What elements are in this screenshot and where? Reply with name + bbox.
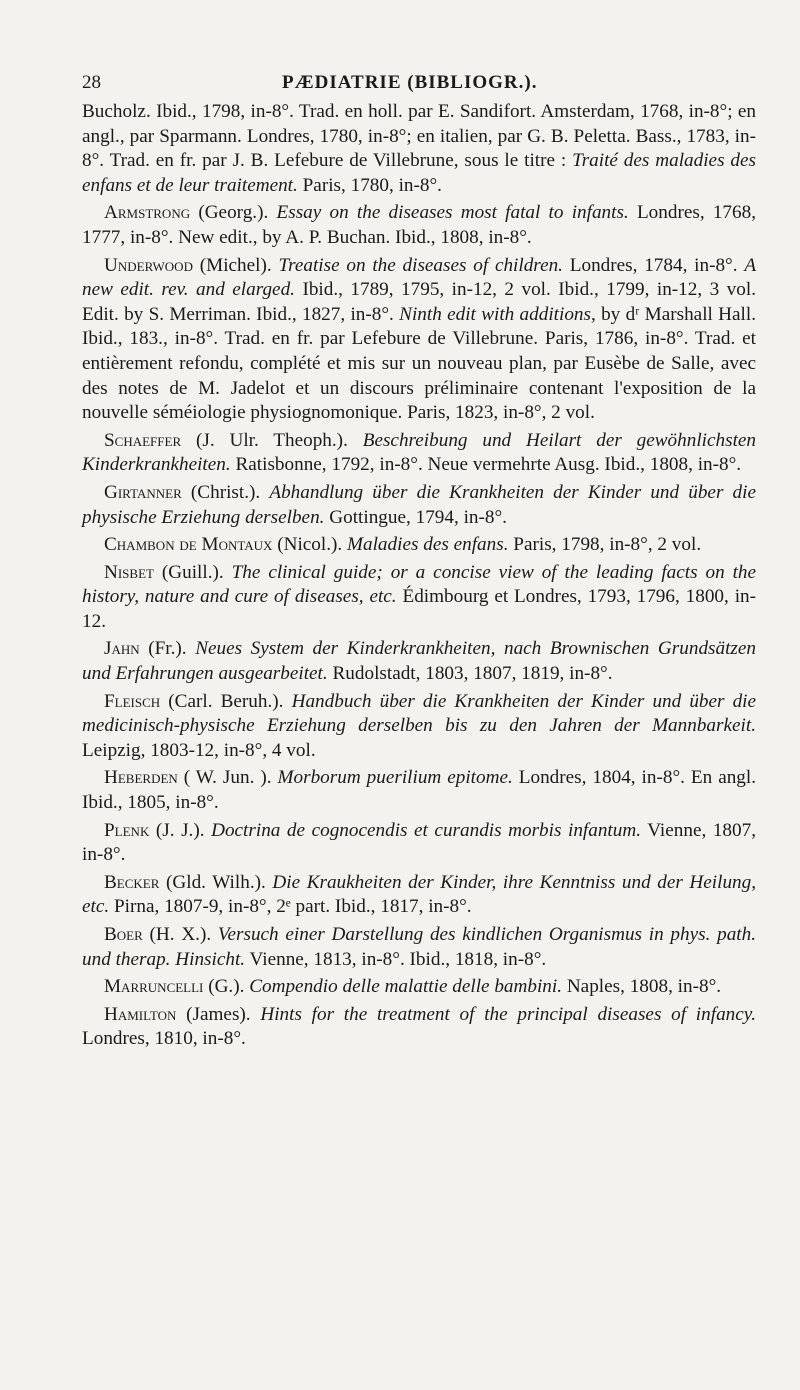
bibliography-entry (82, 254, 756, 426)
entry-text: Ibid., 1789, 1795, in-12, 2 vol. Ibid., 1799, in-12, 3 vol. Edit. by S. Merriman. Ibid., 1827, in-8°. (82, 279, 756, 325)
entry-title: Abhandlung über die Krankheiten der Kinder und über die physische Erziehung derselben. (82, 481, 756, 528)
bibliography-entry (82, 481, 756, 530)
entry-author-name: (H. X.). (149, 924, 212, 945)
entry-text: Vienne, 1807, in-8°. (82, 819, 756, 866)
entry-author-name: (Guill.). (161, 561, 224, 583)
entry-title: Essay on the diseases most fatal to infants. (276, 202, 629, 224)
entry-text: Édimbourg et Londres, 1793, 1796, 1800, in-12. (82, 586, 757, 632)
entry-author-name: (Nicol.). (277, 534, 343, 556)
entry-author-name: ( W. Jun. ). (183, 767, 272, 789)
entry-author: Nisbet (104, 561, 154, 583)
entry-title: Compendio delle malattie delle bambini. (249, 976, 563, 998)
entry-author: Heberden (104, 767, 178, 789)
entry-title: Traité des maladies des enfans et de leur traitement. (82, 150, 756, 196)
bibliography-entry (82, 201, 756, 250)
entry-author-name: (J. Ulr. Theoph.). (195, 429, 348, 451)
entry-text: Londres, 1768, 1777, in-8°. New edit., by A. P. Buchan. Ibid., 1808, in-8°. (82, 202, 757, 248)
bibliography-entry (82, 923, 756, 972)
entry-author-name: (G.). (208, 976, 245, 998)
entry-title: Die Kraukheiten der Kinder, ihre Kenntniss und der Heilung, etc. (82, 871, 757, 918)
entry-title: Hints for the treatment of the principal diseases of infancy. (260, 1003, 757, 1025)
page-header (82, 72, 756, 100)
entry-title: Treatise on the diseases of children. (278, 254, 563, 276)
running-title: PÆDIATRIE (BIBLIOGR.). (282, 72, 538, 93)
entry-author-name: (Christ.). (190, 481, 261, 503)
entry-author: Becker (104, 871, 160, 893)
entry-author: Hamilton (104, 1003, 177, 1025)
entry-author: Armstrong (104, 202, 191, 224)
entry-title: The clinical guide; or a concise view of the leading facts on the history, nature and cure of diseases, etc. (82, 561, 757, 608)
entry-text: Paris, 1798, in-8°, 2 vol. (513, 534, 702, 556)
entry-author: Chambon de Montaux (104, 534, 273, 556)
entry-text: Leipzig, 1803-12, in-8°, 4 vol. (82, 739, 316, 761)
entry-title: Beschreibung und Heilart der gewöhnlichsten Kinderkrankheiten. (82, 429, 757, 476)
entry-title: Ninth edit with additions (399, 303, 591, 325)
entry-author: Boer (104, 924, 143, 945)
entry-author-name: (Gld. Wilh.). (166, 871, 266, 893)
bibliography-entry (82, 1003, 756, 1052)
entry-author: Plenk (104, 819, 150, 841)
bibliography-entry (82, 561, 756, 635)
bibliography-entry (82, 975, 756, 1000)
page-number: 28 (82, 72, 101, 93)
bibliography-entry (82, 819, 756, 868)
entry-text: , by dʳ Marshall Hall. Ibid., 183., in-8°. Trad. en fr. par Lefebure de Villebrune. Paris, 1786, in-8°. Trad. et entièrement refondu, complété et mis sur un nouveau plan, par Eusèbe de Salle, avec des notes de M. Jadelot et un discours préliminaire contenant l'exposition de la nouvelle séméiologie physiognomonique. Paris, 1823, in-8°, 2 vol. (82, 303, 756, 424)
entry-author-name: (J. J.). (155, 819, 205, 841)
entry-text: Bucholz. Ibid., 1798, in-8°. Trad. en holl. par E. Sandifort. Amsterdam, 1768, in-8°; en angl., par Sparmann. Londres, 1780, in-8°; en italien, par G. B. Peletta. Bass., 1783, in-8°. Trad. en fr. par J. B. Lefebure de Villebrune, sous le titre : (82, 101, 756, 172)
entry-text: Londres, 1784, in-8°. (569, 254, 738, 276)
entry-author: Girtanner (104, 481, 182, 503)
entry-author: Fleisch (104, 690, 161, 712)
entry-author-name: (Georg.). (198, 202, 269, 224)
bibliography-list (82, 100, 756, 1052)
entry-author: Underwood (104, 254, 193, 276)
entry-title: Neues System der Kinderkrankheiten, nach Brownischen Grundsätzen und Erfahrungen ausgearbeitet. (82, 638, 757, 685)
bibliography-entry (82, 766, 756, 815)
entry-author-name: (James). (186, 1003, 251, 1025)
bibliography-entry (82, 100, 756, 198)
entry-text: Rudolstadt, 1803, 1807, 1819, in-8°. (332, 663, 613, 685)
bibliography-entry (82, 429, 756, 478)
entry-title: Versuch einer Darstellung des kindlichen Organismus in phys. path. und therap. Hinsicht. (82, 924, 757, 970)
entry-title: A new edit. rev. and elarged. (82, 254, 757, 301)
bibliography-entry (82, 637, 756, 686)
entry-text: Gottingue, 1794, in-8°. (329, 506, 507, 528)
entry-author: Marruncelli (104, 976, 204, 998)
entry-title: Maladies des enfans. (347, 534, 509, 556)
entry-text: Paris, 1780, in-8°. (302, 174, 442, 196)
entry-title: Doctrina de cognocendis et curandis morbis infantum. (211, 819, 642, 841)
entry-text: Naples, 1808, in-8°. (566, 976, 722, 998)
entry-author-name: (Fr.). (148, 638, 187, 660)
entry-author: Jahn (104, 638, 140, 660)
entry-author: Schaeffer (104, 429, 182, 451)
entry-author-name: (Michel). (199, 254, 272, 276)
entry-author-name: (Carl. Beruh.). (168, 690, 284, 712)
entry-text: Vienne, 1813, in-8°. Ibid., 1818, in-8°. (249, 948, 547, 970)
entry-text: Ratisbonne, 1792, in-8°. Neue vermehrte Ausg. Ibid., 1808, in-8°. (235, 454, 742, 476)
entry-text: Londres, 1804, in-8°. En angl. Ibid., 1805, in-8°. (82, 767, 757, 814)
entry-text: Pirna, 1807-9, in-8°, 2ᵉ part. Ibid., 1817, in-8°. (113, 896, 472, 918)
entry-text: Londres, 1810, in-8°. (82, 1028, 246, 1050)
bibliography-entry (82, 690, 756, 764)
entry-title: Morborum puerilium epitome. (277, 767, 513, 789)
entry-title: Handbuch über die Krankheiten der Kinder und über die medicinisch-physische Erziehung derselben bis zu den Jahren der Mannbarkeit. (82, 690, 757, 737)
bibliography-entry (82, 533, 756, 558)
bibliography-entry (82, 871, 756, 920)
